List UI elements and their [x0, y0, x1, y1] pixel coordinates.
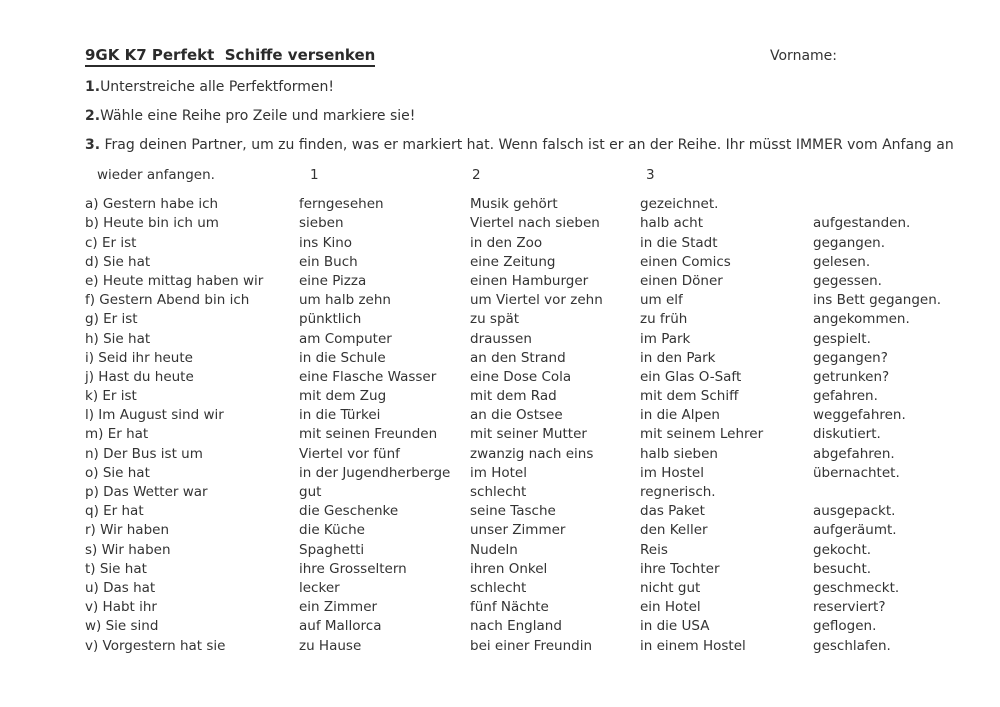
row-label: n) Der Bus ist um [85, 445, 203, 462]
row-label: v) Vorgestern hat sie [85, 637, 226, 654]
option-1: ein Zimmer [299, 599, 378, 616]
option-2: um Viertel vor zehn [470, 292, 603, 309]
option-1: die Geschenke [299, 503, 399, 520]
table-row [85, 291, 983, 310]
row-ending: gegangen. [813, 234, 885, 251]
option-2: schlecht [470, 484, 527, 500]
option-2: an den Strand [470, 349, 566, 366]
row-label: f) Gestern Abend bin ich [85, 292, 250, 309]
table-row [85, 253, 983, 272]
row-ending: gekocht. [813, 541, 872, 558]
option-1: mit dem Zug [299, 388, 387, 405]
option-2: Viertel nach sieben [470, 215, 600, 232]
table-row [85, 617, 983, 636]
row-ending: ins Bett gegangen. [813, 292, 942, 309]
vorname-label: Vorname: [770, 48, 837, 64]
column-header-end-empty [813, 166, 983, 185]
table-row [85, 502, 983, 521]
table-row [85, 368, 983, 387]
option-1: gut [299, 484, 322, 500]
option-3: zu früh [640, 311, 688, 328]
option-1: ihre Grosseltern [299, 560, 407, 577]
option-2: seine Tasche [470, 503, 556, 520]
option-3: halb acht [640, 215, 703, 232]
instruction-3-number: 3. [85, 137, 101, 153]
instruction-2-number: 2. [85, 108, 101, 124]
option-2: eine Dose Cola [470, 368, 572, 385]
row-ending [813, 483, 983, 502]
row-ending: gegessen. [813, 272, 882, 289]
option-3: einen Döner [640, 272, 723, 289]
option-2: zu spät [470, 311, 520, 328]
row-label: b) Heute bin ich um [85, 215, 219, 232]
option-2: mit seiner Mutter [470, 426, 587, 443]
row-ending: gespielt. [813, 330, 871, 347]
option-2: einen Hamburger [470, 272, 589, 289]
instruction-1 [85, 79, 334, 95]
option-3: mit dem Schiff [640, 388, 739, 405]
instruction-2 [85, 108, 415, 124]
row-ending: reserviert? [813, 599, 886, 616]
option-3: in einem Hostel [640, 637, 746, 654]
row-ending: gefahren. [813, 388, 878, 405]
option-3: das Paket [640, 503, 705, 520]
table-row [85, 214, 983, 233]
table-row [85, 560, 983, 579]
row-label: k) Er ist [85, 388, 137, 405]
row-label: q) Er hat [85, 503, 144, 520]
table-row [85, 425, 983, 444]
row-ending: diskutiert. [813, 426, 881, 443]
table-row [85, 195, 983, 214]
option-1: in die Türkei [299, 407, 381, 424]
option-3: einen Comics [640, 253, 731, 270]
option-3: ein Hotel [640, 599, 701, 616]
table-row [85, 579, 983, 598]
row-label: u) Das hat [85, 579, 156, 596]
worksheet-table-body [85, 195, 983, 656]
table-row [85, 387, 983, 406]
option-1: eine Flasche Wasser [299, 368, 437, 385]
option-1: lecker [299, 579, 340, 596]
option-1: mit seinen Freunden [299, 426, 438, 443]
option-3: um elf [640, 292, 683, 309]
row-ending: übernachtet. [813, 464, 900, 481]
option-2: unser Zimmer [470, 522, 566, 539]
table-row [85, 349, 983, 368]
row-ending: getrunken? [813, 368, 890, 385]
table-row [85, 598, 983, 617]
row-label: r) Wir haben [85, 522, 170, 539]
table-row [85, 521, 983, 540]
option-1: Viertel vor fünf [299, 445, 400, 462]
worksheet-table [85, 166, 983, 656]
row-ending: geschmeckt. [813, 579, 900, 596]
table-row [85, 234, 983, 253]
option-3: ihre Tochter [640, 560, 720, 577]
option-2: mit dem Rad [470, 388, 557, 405]
option-2: schlecht [470, 579, 527, 596]
option-2: Musik gehört [470, 196, 558, 213]
row-label: j) Hast du heute [85, 368, 194, 385]
column-header-1: 1 [310, 167, 319, 183]
option-2: Nudeln [470, 541, 518, 558]
row-ending: gelesen. [813, 253, 871, 270]
option-3: im Park [640, 330, 691, 347]
row-label: e) Heute mittag haben wir [85, 272, 264, 289]
row-label: d) Sie hat [85, 253, 151, 270]
option-2: im Hotel [470, 464, 527, 481]
row-ending [813, 195, 983, 214]
option-2: eine Zeitung [470, 253, 556, 270]
option-3: den Keller [640, 522, 708, 539]
table-row [85, 310, 983, 329]
table-row [85, 272, 983, 291]
column-header-3: 3 [646, 167, 655, 183]
option-3: regnerisch. [640, 484, 716, 500]
row-ending: aufgeräumt. [813, 522, 897, 539]
option-3: Reis [640, 541, 668, 558]
option-2: nach England [470, 618, 562, 635]
option-1: am Computer [299, 330, 392, 347]
row-label: m) Er hat [85, 426, 149, 443]
option-3: im Hostel [640, 464, 704, 481]
instruction-3-continuation: wieder anfangen. [97, 167, 215, 183]
row-ending: aufgestanden. [813, 215, 911, 232]
table-row [85, 541, 983, 560]
row-label: c) Er ist [85, 234, 137, 251]
instruction-2-text: Wähle eine Reihe pro Zeile und markiere sie! [100, 108, 416, 124]
option-2: bei einer Freundin [470, 637, 593, 654]
column-header-2: 2 [472, 167, 481, 183]
option-3: in den Park [640, 349, 716, 366]
table-row [85, 637, 983, 656]
option-1: in der Jugendherberge [299, 464, 451, 481]
worksheet-title: 9GK K7 Perfekt Schiffe versenken [85, 46, 375, 67]
row-ending: besucht. [813, 560, 872, 577]
table-row [85, 483, 983, 502]
row-label: a) Gestern habe ich [85, 196, 219, 213]
option-1: pünktlich [299, 311, 362, 328]
option-1: zu Hause [299, 637, 362, 654]
row-ending: weggefahren. [813, 407, 906, 424]
row-label: o) Sie hat [85, 464, 150, 481]
row-label: g) Er ist [85, 311, 138, 328]
row-ending: geflogen. [813, 618, 877, 635]
option-1: die Küche [299, 522, 365, 539]
row-label: s) Wir haben [85, 541, 171, 558]
table-row [85, 464, 983, 483]
option-3: in die Stadt [640, 234, 718, 251]
row-label: p) Das Wetter war [85, 484, 208, 500]
option-2: zwanzig nach eins [470, 445, 594, 462]
row-label: i) Seid ihr heute [85, 349, 193, 366]
row-ending: abgefahren. [813, 445, 895, 462]
row-label: w) Sie sind [85, 618, 159, 635]
row-ending: gegangen? [813, 349, 888, 366]
option-1: um halb zehn [299, 292, 391, 309]
option-1: ins Kino [299, 234, 353, 251]
option-2: in den Zoo [470, 234, 543, 251]
option-3: halb sieben [640, 445, 718, 462]
option-1: in die Schule [299, 349, 386, 366]
row-label: t) Sie hat [85, 560, 147, 577]
table-row [85, 330, 983, 349]
option-3: ein Glas O-Saft [640, 368, 742, 385]
option-2: an die Ostsee [470, 407, 563, 424]
row-ending: angekommen. [813, 311, 910, 328]
option-3: in die Alpen [640, 407, 720, 424]
option-2: draussen [470, 330, 532, 347]
option-3: mit seinem Lehrer [640, 426, 764, 443]
option-3: gezeichnet. [640, 196, 719, 213]
table-row [85, 406, 983, 425]
instruction-1-number: 1. [85, 79, 101, 95]
option-3: nicht gut [640, 579, 701, 596]
instruction-1-text: Unterstreiche alle Perfektformen! [100, 79, 335, 95]
row-label: v) Habt ihr [85, 599, 157, 616]
option-1: auf Mallorca [299, 618, 382, 635]
table-header-row [85, 166, 983, 185]
option-1: eine Pizza [299, 272, 367, 289]
option-3: in die USA [640, 618, 710, 635]
row-label: l) Im August sind wir [85, 407, 224, 424]
option-1: sieben [299, 215, 344, 232]
option-2: fünf Nächte [470, 599, 549, 616]
row-ending: ausgepackt. [813, 503, 896, 520]
option-1: Spaghetti [299, 541, 365, 558]
option-1: ferngesehen [299, 196, 384, 213]
row-ending: geschlafen. [813, 637, 891, 654]
instruction-3-text: Frag deinen Partner, um zu finden, was er markiert hat. Wenn falsch ist er an der Reihe. Ihr müsst IMMER vom Anfang an [100, 137, 954, 153]
instruction-3 [85, 137, 954, 153]
option-1: ein Buch [299, 253, 358, 270]
table-row [85, 445, 983, 464]
option-2: ihren Onkel [470, 560, 548, 577]
row-label: h) Sie hat [85, 330, 151, 347]
